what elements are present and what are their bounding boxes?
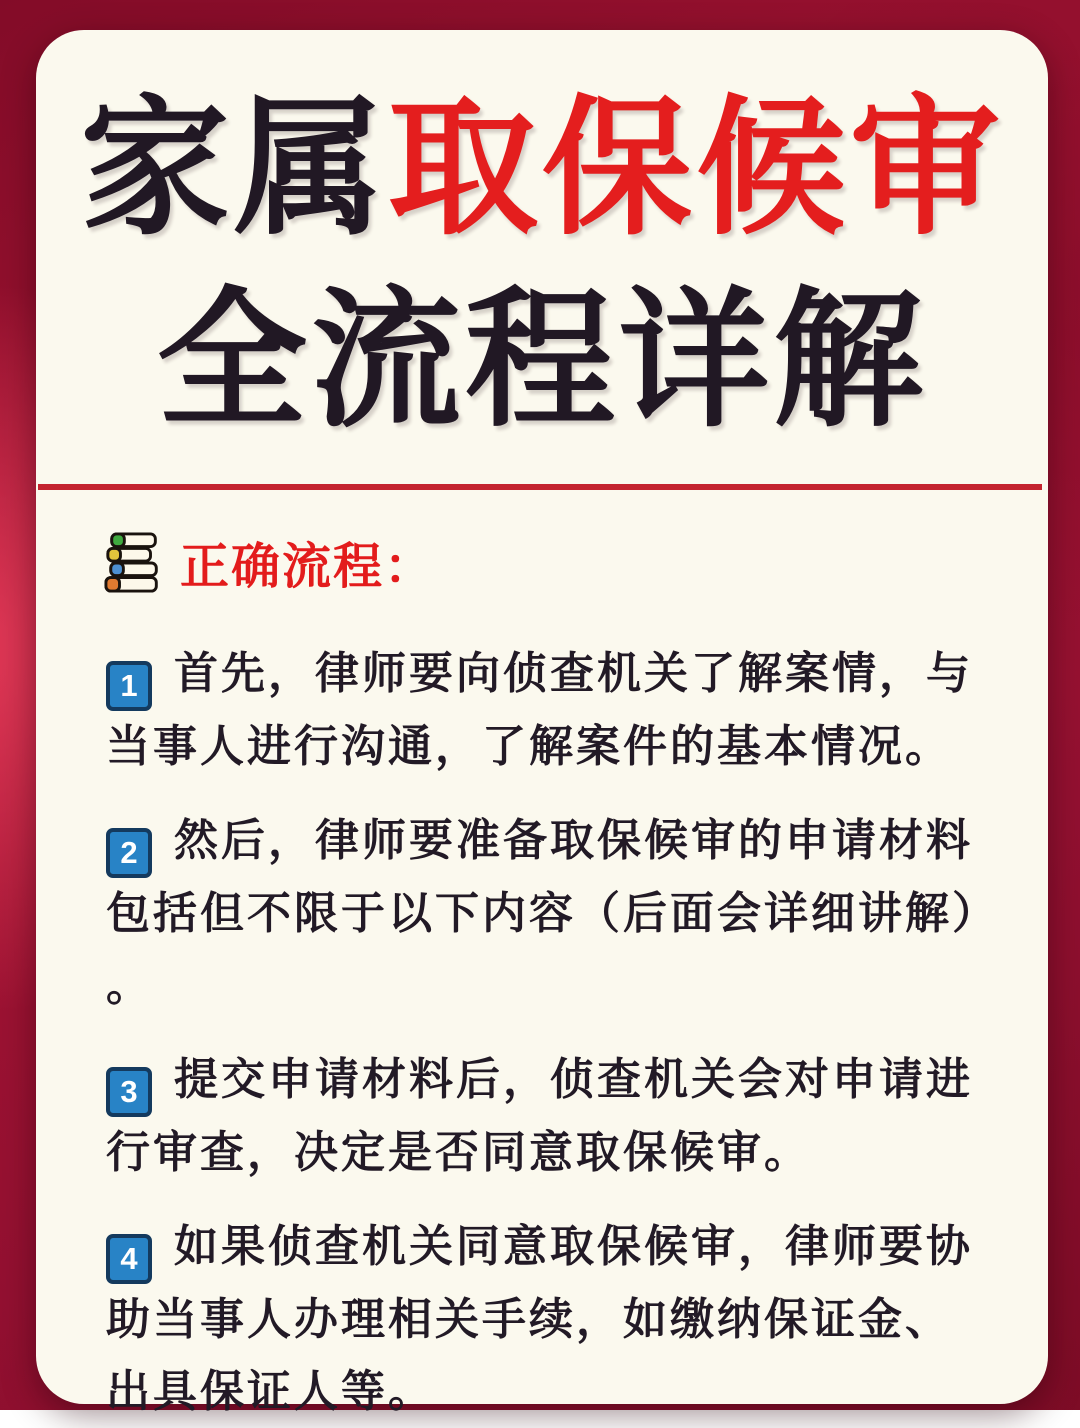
- step-item-4: [106, 1211, 994, 1428]
- divider-line: [38, 484, 1042, 490]
- step-item-1: [106, 638, 994, 783]
- page-title: [36, 72, 1048, 456]
- step-3-text: 提交申请材料后，侦查机关会对申请进行审查，决定是否同意取保候审。: [106, 1055, 973, 1177]
- section-heading: 正确流程：: [180, 540, 436, 594]
- books-icon: [104, 531, 166, 595]
- step-4-number-badge: 4: [106, 1234, 152, 1284]
- step-item-2: [106, 805, 994, 1022]
- steps-list: [36, 638, 1048, 1428]
- section-header: [104, 528, 1048, 598]
- step-2-text: 然后，律师要准备取保候审的申请材料包括但不限于以下内容（后面会详细讲解）。: [106, 816, 977, 1010]
- title-line-1: [36, 72, 1048, 264]
- step-4-text: 如果侦查机关同意取保候审，律师要协助当事人办理相关手续，如缴纳保证金、出具保证人等。: [106, 1222, 973, 1416]
- step-3-number-badge: 3: [106, 1067, 152, 1117]
- title-line-2: 全流程详解: [156, 276, 927, 444]
- step-2-number-badge: 2: [106, 828, 152, 878]
- title-part-black: 家属: [79, 84, 388, 252]
- step-item-3: [106, 1044, 994, 1189]
- content-card: [36, 30, 1048, 1416]
- step-1-text: 首先，律师要向侦查机关了解案情，与当事人进行沟通，了解案件的基本情况。: [106, 649, 973, 771]
- step-1-number-badge: 1: [106, 661, 152, 711]
- title-part-red: 取保候审: [388, 84, 1005, 252]
